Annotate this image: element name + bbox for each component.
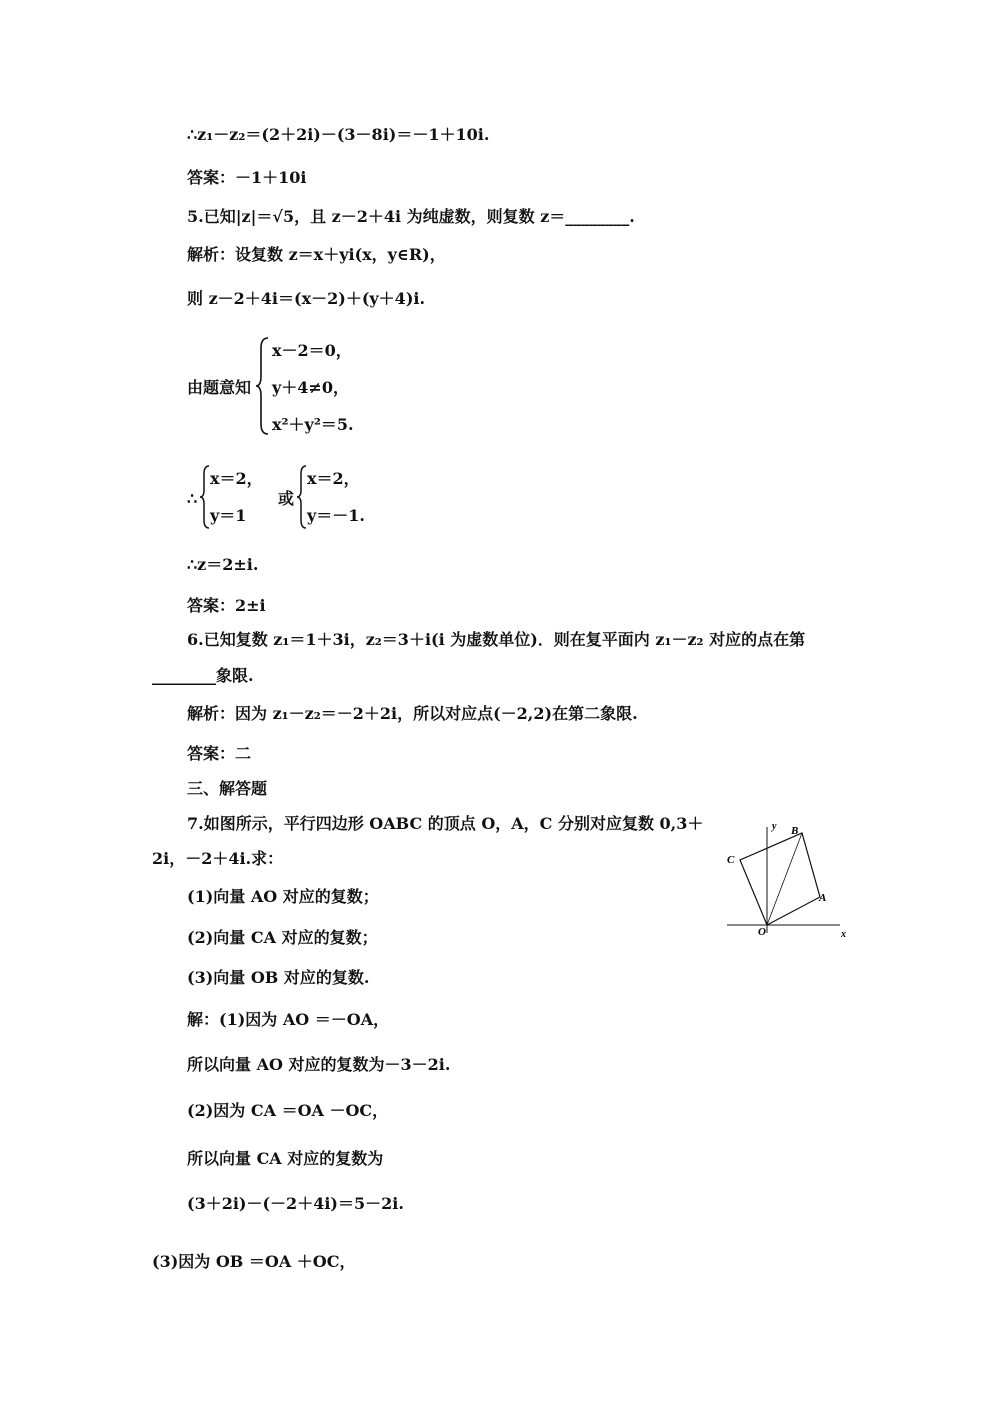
or-word: 或 [278,489,295,508]
solution-7-line-5: (3＋2i)－(－2＋4i)＝5－2i. [187,1194,404,1213]
solution-b-y: y＝－1. [307,506,366,525]
question-6-line-1: 6.已知复数 z₁＝1＋3i，z₂＝3＋i(i 为虚数单位)．则在复平面内 z₁－z₂ 对应的点在第 [187,630,806,649]
solution-6: 解析：因为 z₁－z₂＝－2＋2i，所以对应点(－2,2)在第二象限. [187,704,638,723]
solution-7-line-3: (2)因为 CA ＝OA －OC， [187,1101,389,1120]
z-result: ∴z＝2±i. [187,555,259,574]
question-7-line-1: 7.如图所示，平行四边形 OABC 的顶点 O，A，C 分别对应复数 0,3＋ [187,814,704,833]
question-7-part-2: (2)向量 CA 对应的复数； [187,928,378,947]
solution-b-x: x＝2， [307,469,360,488]
label-c: C [727,854,735,866]
question-7-part-3: (3)向量 OB 对应的复数. [187,968,370,987]
parallelogram-figure [722,815,857,940]
solution-7-line-2: 所以向量 AO 对应的复数为－3－2i. [187,1055,451,1074]
line-z1-minus-z2 [187,124,489,146]
therefore-symbol: ∴ [187,489,198,508]
answer-6: 答案：二 [187,744,252,763]
solution-5-line-1: 解析：设复数 z＝x＋yi(x，y∈R)， [187,245,446,264]
solution-a-y: y＝1 [210,506,247,525]
label-x: x [841,929,846,940]
solution-7-line-4: 所以向量 CA 对应的复数为 [187,1149,384,1168]
label-o: O [758,926,766,938]
solution-5-line-2: 则 z－2＋4i＝(x－2)＋(y＋4)i. [187,289,426,308]
question-7-part-1: (1)向量 AO 对应的复数； [187,887,379,906]
system-label: 由题意知 [187,378,252,397]
system-eq-3: x²＋y²＝5. [272,415,354,434]
solution-a-x: x＝2， [210,469,263,488]
question-7-line-2: 2i，－2＋4i.求： [152,849,284,868]
system-eq-1: x－2＝0， [272,341,352,360]
answer-5: 答案：2±i [187,596,266,615]
label-y: y [772,821,777,832]
question-5: 5.已知|z|＝√5，且 z－2＋4i 为纯虚数，则复数 z＝________. [187,207,635,226]
system-eq-2: y＋4≠0， [272,378,349,397]
answer-4: 答案：－1＋10i [187,168,307,187]
question-6-line-2: ________象限. [152,666,254,685]
solution-7-line-6: (3)因为 OB ＝OA ＋OC， [152,1252,356,1271]
left-brace-icon [255,336,271,436]
solution-7-line-1: 解：(1)因为 AO ＝－OA， [187,1010,390,1029]
parallelogram-oabc [740,833,820,925]
section-heading: 三、解答题 [187,779,268,798]
diagonal-ob [767,833,802,925]
label-a: A [819,892,827,904]
z1-minus-z2-text: ∴z₁－z₂＝(2＋2i)－(3－8i)＝－1＋10i. [187,125,490,144]
label-b: B [791,825,799,837]
